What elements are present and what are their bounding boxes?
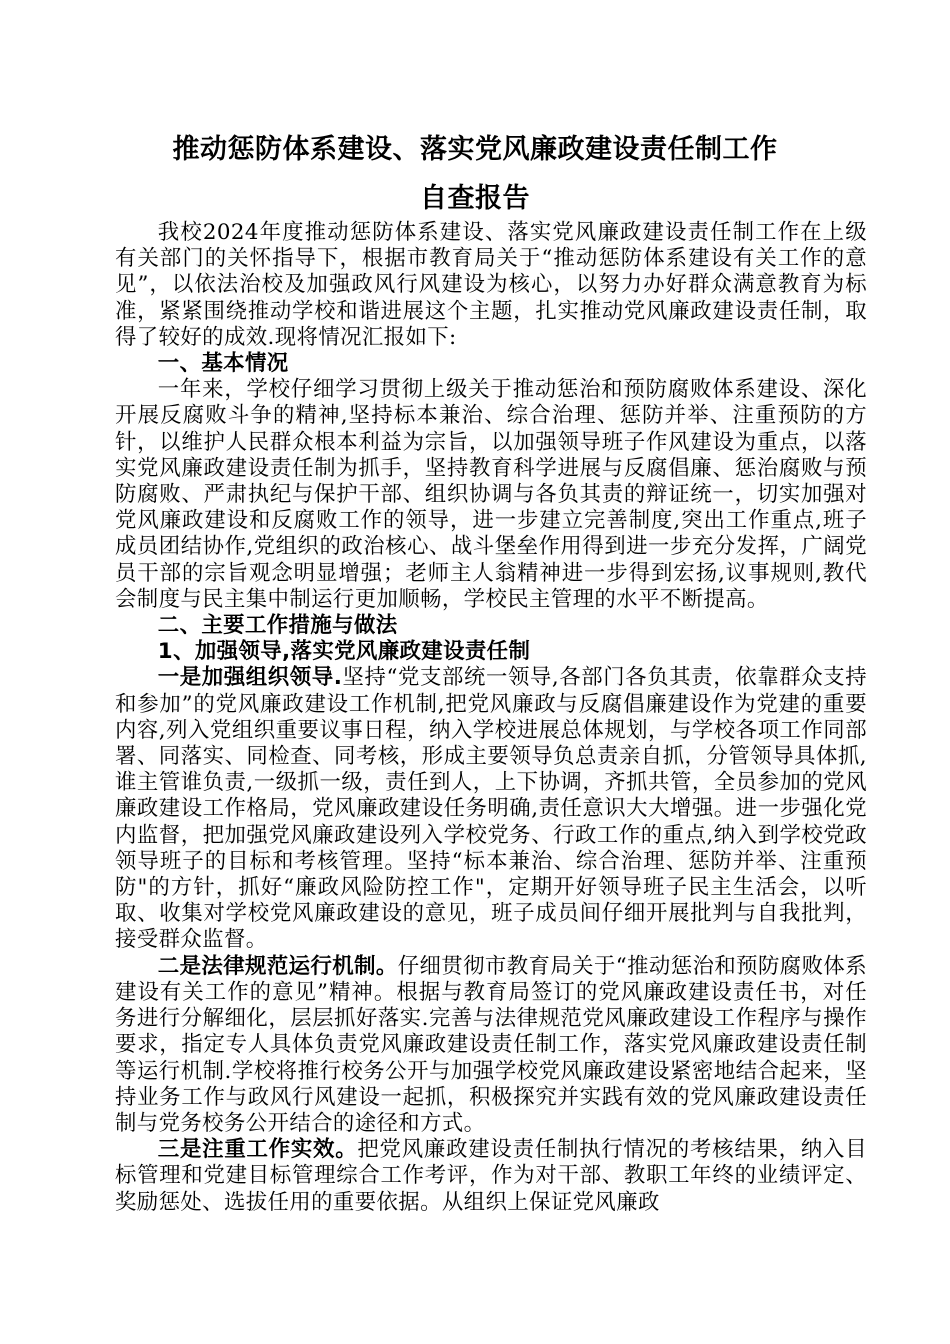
intro-paragraph: 我校2024年度推动惩防体系建设、落实党风廉政建设责任制工作在上级有关部门的关怀指导下，根据市教育局关于“推动惩防体系建设有关工作的意见”，以依法治校及加强政风行风建设为核心，以努力办好群众满意教育为标准，紧紧围绕推动学校和谐进展这个主题，扎实推动党风廉政建设责任制，取得了较好的成效.现将情况汇报如下: <box>115 220 867 350</box>
section2-heading: 二、主要工作措施与做法 <box>157 613 398 639</box>
paragraph-mechanism-text: 仔细贯彻市教育局关于“推动惩治和预防腐败体系建设有关工作的意见”精神。根据与教育局签订的党风廉政建设责任书，对任务进行分解细化，层层抓好落实.完善与法律规范党风廉政建设工作程序与操作要求，指定专人具体负责党风廉政建设责任制工作，落实党风廉政建设责任制等运行机制.学校将推行校务公开与加强学校党风廉政建设紧密地结合起来，坚持业务工作与政风行风建设一起抓，积极探究并实践有效的党风廉政建设责任制与党务校务公开结合的途径和方式。 <box>115 953 867 1136</box>
section1-paragraph: 一年来，学校仔细学习贯彻上级关于推动惩治和预防腐败体系建设、深化开展反腐败斗争的精神,坚持标本兼治、综合治理、惩防并举、注重预防的方针，以维护人民群众根本利益为宗旨，以加强领导班子作风建设为重点，以落实党风廉政建设责任制为抓手，坚持教育科学进展与反腐倡廉、惩治腐败与预防腐败、严肃执纪与保护干部、组织协调与各负其责的辩证统一，切实加强对党风廉政建设和反腐败工作的领导，进一步建立完善制度,突出工作重点,班子成员团结协作,党组织的政治核心、战斗堡垒作用得到进一步充分发挥，广阔党员干部的宗旨观念明显增强；老师主人翁精神进一步得到宏扬,议事规则,教代会制度与民主集中制运行更加顺畅，学校民主管理的水平不断提高。 <box>115 377 867 612</box>
paragraph-organization-text: 坚持“党支部统一领导,各部门各负其责，依靠群众支持和参加”的党风廉政建设工作机制,把党风廉政与反腐倡廉建设作为党建的重要内容,列入党组织重要议事日程，纳入学校进展总体规划，与学校各项工作同部署、同落实、同检查、同考核，形成主要领导负总责亲自抓，分管领导具体抓,谁主管谁负责,一级抓一级，责任到人，上下协调，齐抓共管，全员参加的党风廉政建设工作格局，党风廉政建设任务明确,责任意识大大增强。进一步强化党内监督，把加强党风廉政建设列入学校党务、行政工作的重点,纳入到学校党政领导班子的目标和考核管理。坚持“标本兼治、综合治理、惩防并举、注重预防"的方针，抓好“廉政风险防控工作"，定期开好领导班子民主生活会，以听取、收集对学校党风廉政建设的意见，班子成员间仔细开展批判与自我批判，接受群众监督。 <box>115 665 867 953</box>
document-title-line2: 自查报告 <box>420 183 530 214</box>
document-body <box>115 220 867 1216</box>
paragraph-effectiveness-lead: 三是注重工作实效。 <box>157 1137 358 1163</box>
paragraph-effectiveness <box>115 1137 867 1216</box>
section1-heading: 一、基本情况 <box>157 351 289 377</box>
document-title-line1: 推动惩防体系建设、落实党风廉政建设责任制工作 <box>172 134 778 165</box>
paragraph-mechanism-lead: 二是法律规范运行机制。 <box>157 953 398 979</box>
paragraph-organization-lead: 一是加强组织领导. <box>157 665 343 691</box>
paragraph-organization <box>115 665 867 953</box>
subsection1-heading: 1、加强领导,落实党风廉政建设责任制 <box>157 639 531 665</box>
paragraph-mechanism <box>115 954 867 1137</box>
paragraph-effectiveness-text: 把党风廉政建设责任制执行情况的考核结果，纳入目标管理和党建目标管理综合工作考评，作为对干部、教职工年终的业绩评定、奖励惩处、选拔任用的重要依据。从组织上保证党风廉政 <box>115 1137 867 1215</box>
